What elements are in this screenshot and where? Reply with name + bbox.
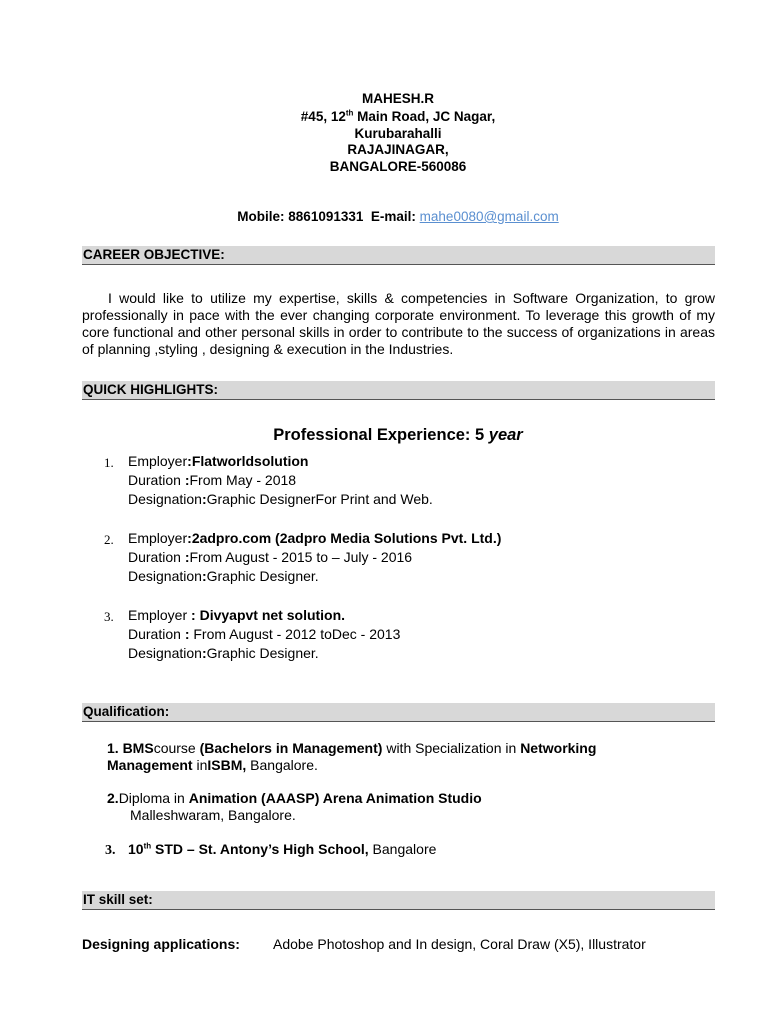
qualification-item-2-cont: Malleshwaram, Bangalore. [130, 807, 296, 823]
qualification-text: Diploma in [118, 790, 189, 806]
address-street: Main Road, JC Nagar, [353, 109, 496, 124]
qualification-text: STD – St. Antony’s High School, [151, 841, 369, 857]
email-label: E-mail: [370, 209, 416, 224]
qualification-title: Qualification: [83, 704, 170, 719]
designation-line [128, 490, 433, 509]
employer-name: Divyapvt net solution. [195, 607, 346, 623]
experience-heading-unit: year [488, 426, 523, 444]
qualification-text: Animation (AAASP) Arena Animation Studio [188, 790, 482, 806]
employer-line [128, 606, 345, 625]
qualification-text: Bangalore [368, 841, 437, 857]
designation-label: Designation [128, 568, 202, 584]
qualification-degree: 1. BMS [107, 740, 154, 756]
mobile: Mobile: 8861091331 [237, 209, 364, 224]
designation-line [128, 567, 319, 586]
quick-highlights-bar [82, 381, 715, 400]
experience-item-number: 2. [104, 532, 114, 547]
candidate-name: MAHESH.R [361, 91, 434, 106]
duration-value: From August - 2012 toDec - 2013 [189, 626, 401, 642]
qualification-text: with Specialization in [382, 740, 521, 756]
duration-line [128, 625, 400, 644]
separator: : [184, 549, 190, 565]
separator: : [184, 626, 190, 642]
separator: : [201, 491, 207, 507]
qualification-item-3-text [128, 841, 436, 858]
qualification-text: (Bachelors in Management) [199, 740, 383, 756]
ordinal-suffix: th [345, 108, 354, 118]
employer-label: Employer [128, 453, 188, 469]
duration-label: Duration [128, 549, 185, 565]
address-line-3: RAJAJINAGAR, [347, 142, 449, 157]
employer-label: Employer [128, 530, 188, 546]
duration-value: From May - 2018 [189, 472, 297, 488]
qualification-text: in [196, 757, 208, 773]
career-objective-title: CAREER OBJECTIVE: [83, 247, 225, 262]
employer-name: Flatworldsolution [191, 453, 309, 469]
address-line-4: BANGALORE-560086 [329, 159, 467, 174]
duration-label: Duration [128, 626, 185, 642]
designation-label: Designation [128, 645, 202, 661]
duration-line [128, 548, 412, 567]
qualification-text: course [153, 740, 200, 756]
qualification-item-2 [107, 790, 482, 807]
designation-label: Designation [128, 491, 202, 507]
qualification-text: Bangalore. [246, 757, 318, 773]
separator: : [187, 453, 192, 469]
qualification-text: ISBM, [207, 757, 247, 773]
address-street-number: #45, 12 [300, 109, 346, 124]
employer-line [128, 529, 501, 548]
experience-item-number: 1. [104, 455, 114, 470]
contact-line [0, 208, 768, 225]
designation-line [128, 644, 319, 663]
qualification-number: 2. [107, 790, 119, 806]
employer-line [128, 452, 308, 471]
qualification-number: 3. [105, 843, 116, 858]
it-skills-bar [82, 891, 715, 910]
skill-label: Designing applications: [82, 936, 240, 952]
duration-line [128, 471, 296, 490]
employer-name: 2adpro.com (2adpro Media Solutions Pvt. Ltd.) [191, 530, 502, 546]
designation-value: Graphic Designer. [206, 645, 319, 661]
qualification-item-1-cont [107, 757, 318, 774]
designation-value: Graphic Designer. [206, 568, 319, 584]
quick-highlights-title: QUICK HIGHLIGHTS: [83, 382, 218, 397]
career-objective-bar [82, 246, 715, 265]
experience-heading [0, 426, 768, 445]
experience-heading-text: Professional Experience: 5 [273, 426, 485, 444]
experience-item-number: 3. [104, 609, 114, 624]
separator: : [201, 645, 207, 661]
it-skills-title: IT skill set: [83, 892, 153, 907]
separator: : [187, 530, 192, 546]
qualification-item-1 [107, 740, 596, 757]
separator: : [184, 472, 190, 488]
email-link[interactable]: mahe0080@gmail.com [419, 209, 559, 224]
duration-value: From August - 2015 to – July - 2016 [189, 549, 413, 565]
address-line-1 [0, 108, 768, 125]
employer-label: Employer [128, 607, 192, 623]
qualification-item-3 [105, 841, 116, 859]
qualification-text: Management [107, 757, 197, 773]
qualification-bar [82, 703, 715, 722]
designation-value: Graphic DesignerFor Print and Web. [206, 491, 433, 507]
ordinal-suffix: th [143, 841, 152, 851]
separator: : [201, 568, 207, 584]
duration-label: Duration [128, 472, 185, 488]
qualification-text: 10 [128, 841, 144, 857]
qualification-text: Networking [520, 740, 597, 756]
career-objective-text [82, 290, 715, 358]
career-objective-paragraph: I would like to utilize my expertise, skills & competencies in Software Organization, to grow professionally in pace with the ever changing corporate environment. To leverage this growth of my core functional and other personal skills in order to contribute to the success of organizations in areas of planning ,styling , designing & execution in the Industries. [82, 290, 715, 357]
separator: : [191, 607, 196, 623]
skill-value: Adobe Photoshop and In design, Coral Draw (X5), Illustrator [273, 936, 646, 952]
address-line-2: Kurubarahalli [354, 126, 442, 141]
